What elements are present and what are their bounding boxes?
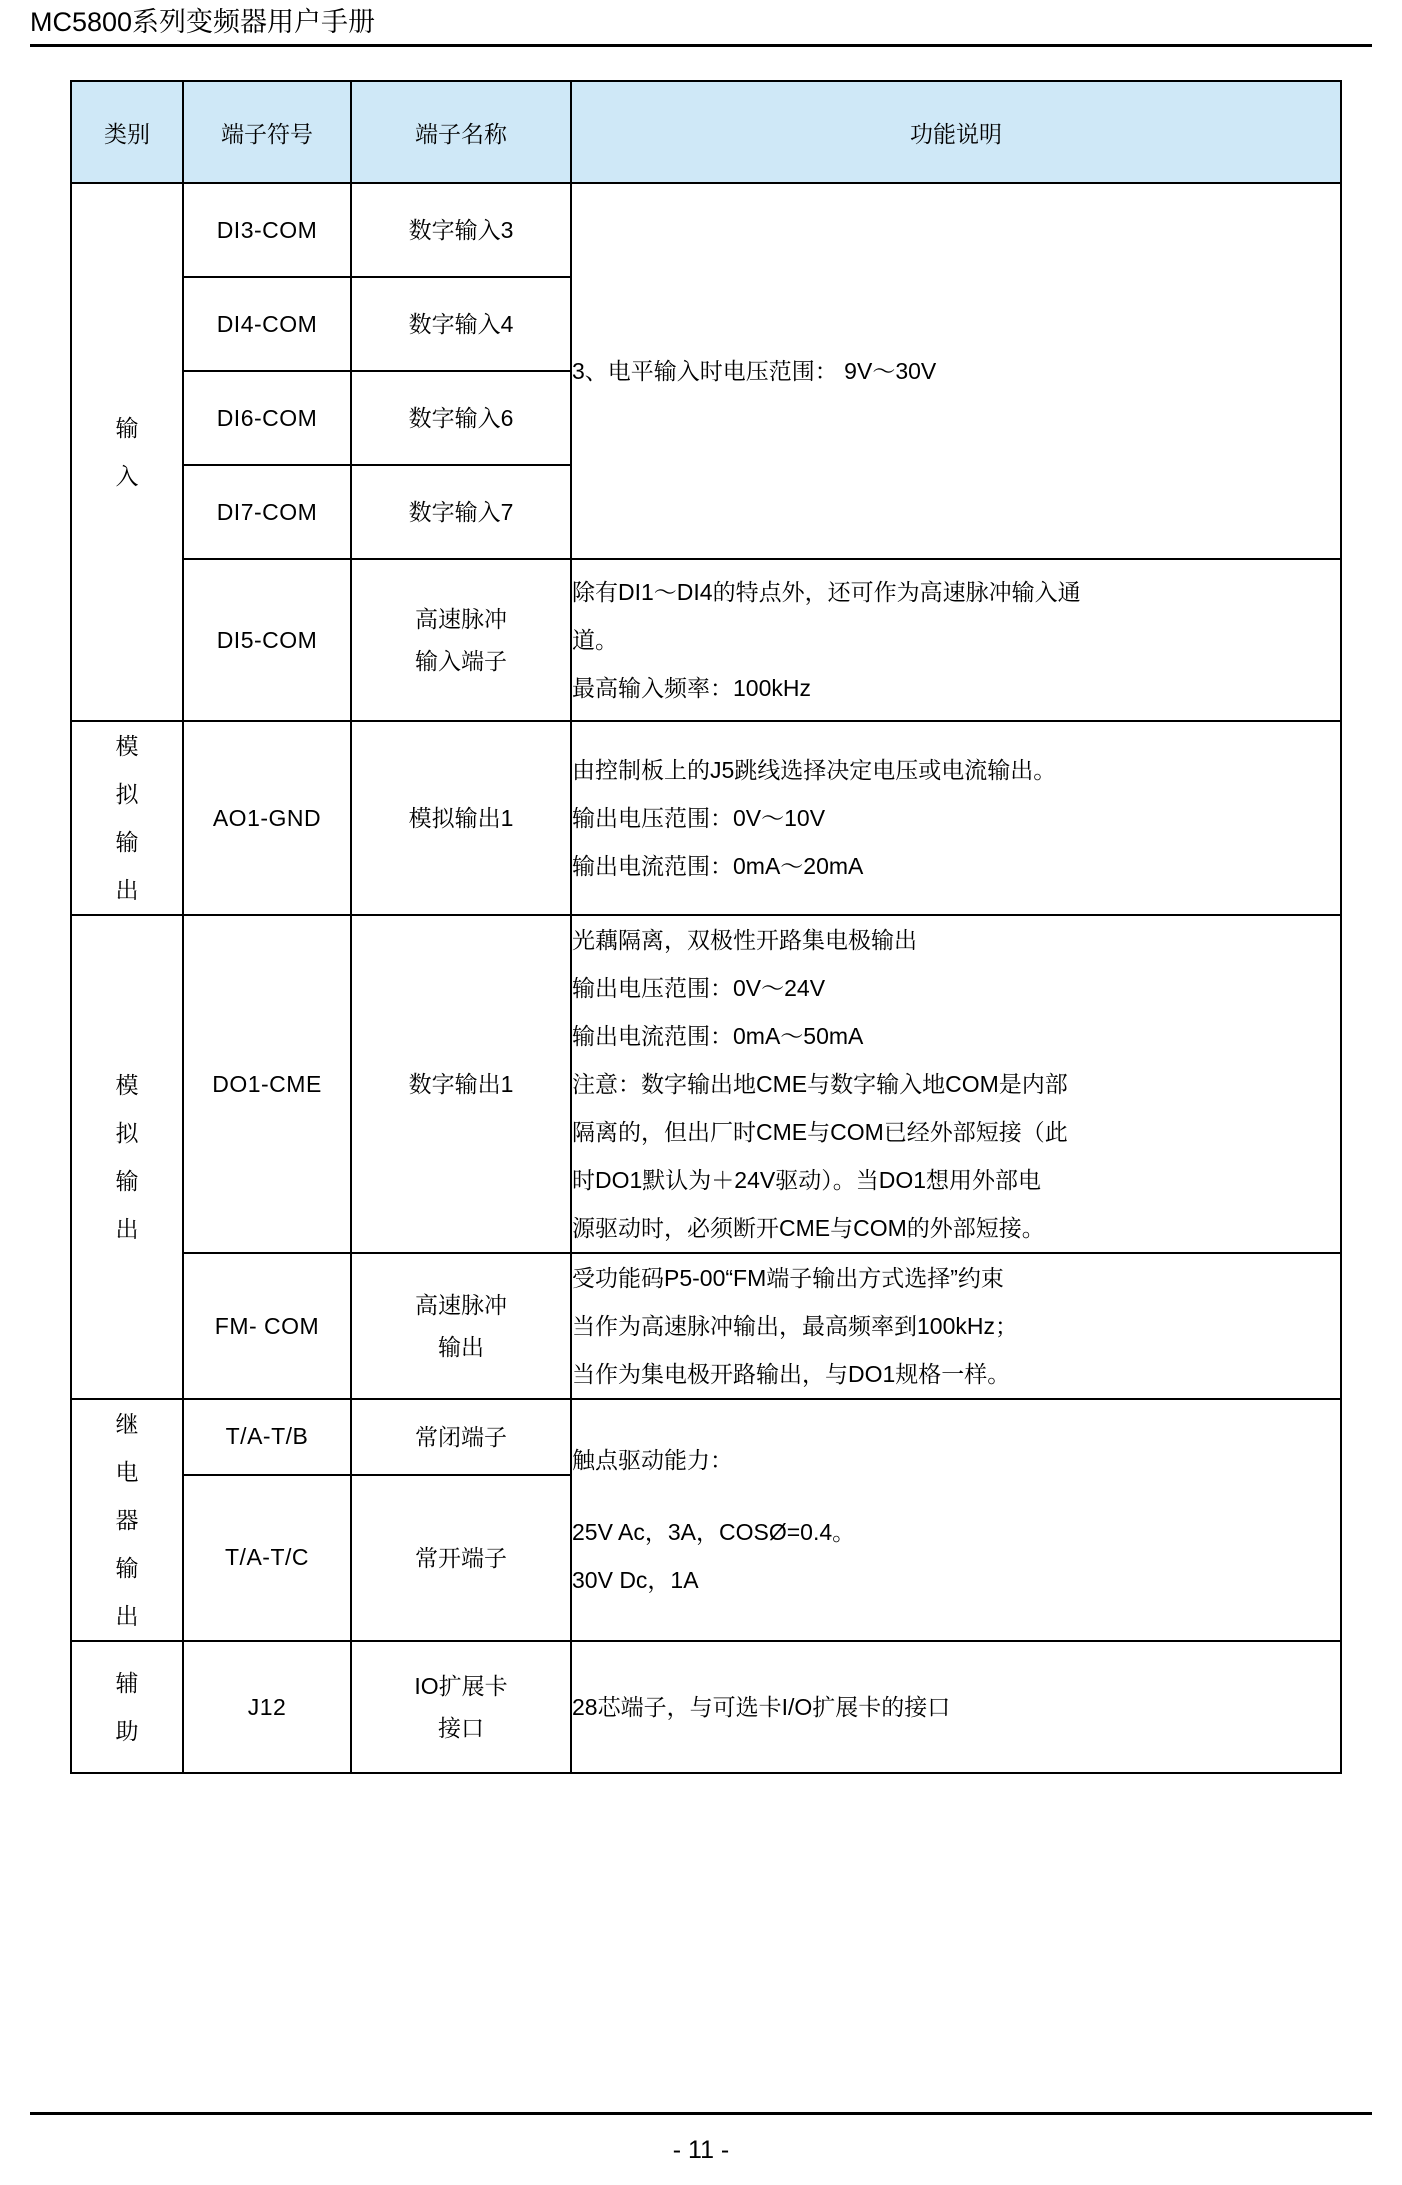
description-cell-fm <box>571 1253 1341 1399</box>
desc-line: 当作为高速脉冲输出，最高频率到100kHz； <box>572 1313 1018 1339</box>
symbol-cell-j12: J12 <box>183 1641 351 1773</box>
table-row <box>71 183 1341 277</box>
page-footer <box>30 2133 1372 2167</box>
table-row <box>71 721 1341 915</box>
desc-line: 输出电流范围：0mA～20mA <box>572 853 864 879</box>
category-cell-input: 输 入 <box>71 183 183 721</box>
desc-line: 输出电流范围：0mA～50mA <box>572 1023 864 1049</box>
desc-line: 当作为集电极开路输出，与DO1规格一样。 <box>572 1361 1011 1387</box>
desc-line: 30V Dc，1A <box>572 1567 699 1593</box>
page-number: - 11 - <box>672 2136 730 2164</box>
header-cell-symbol: 端子符号 <box>183 81 351 183</box>
desc-line <box>572 1484 1340 1508</box>
symbol-cell-do1: DO1-CME <box>183 915 351 1253</box>
category-cell-auxiliary: 辅 助 <box>71 1641 183 1773</box>
name-cell-di6: 数字输入6 <box>351 371 571 465</box>
table-row <box>71 1641 1341 1773</box>
name-line-1: 高速脉冲 <box>415 1292 507 1318</box>
desc-line: 3、电平输入时电压范围： 9V～30V <box>572 358 937 384</box>
name-cell-di5 <box>351 559 571 721</box>
description-cell-di5 <box>571 559 1341 721</box>
desc-line: 28芯端子，与可选卡I/O扩展卡的接口 <box>572 1694 951 1720</box>
name-line-2: 输出 <box>438 1334 484 1360</box>
symbol-cell-di5: DI5-COM <box>183 559 351 721</box>
name-line-2: 输入端子 <box>415 648 507 674</box>
desc-line: 除有DI1～DI4的特点外，还可作为高速脉冲输入通 <box>572 579 1081 605</box>
table-row <box>71 1399 1341 1475</box>
header-cell-description: 功能说明 <box>571 81 1341 183</box>
name-cell-tatc: 常开端子 <box>351 1475 571 1641</box>
description-cell-ao1 <box>571 721 1341 915</box>
name-cell-do1: 数字输出1 <box>351 915 571 1253</box>
category-cell-digital-output: 模 拟 输 出 <box>71 915 183 1399</box>
symbol-cell-fm: FM- COM <box>183 1253 351 1399</box>
terminal-spec-table <box>70 80 1342 1774</box>
name-line-1: 高速脉冲 <box>415 606 507 632</box>
description-cell-digital-input <box>571 183 1341 559</box>
desc-line: 25V Ac，3A，COSØ=0.4。 <box>572 1519 856 1545</box>
header-divider <box>30 44 1372 47</box>
desc-line: 输出电压范围：0V～10V <box>572 805 826 831</box>
desc-line: 由控制板上的J5跳线选择决定电压或电流输出。 <box>572 757 1057 783</box>
footer-divider <box>30 2112 1372 2115</box>
desc-line: 时DO1默认为＋24V驱动）。当DO1想用外部电 <box>572 1167 1042 1193</box>
symbol-cell-tatc: T/A-T/C <box>183 1475 351 1641</box>
name-cell-di4: 数字输入4 <box>351 277 571 371</box>
name-cell-fm <box>351 1253 571 1399</box>
name-cell-tatb: 常闭端子 <box>351 1399 571 1475</box>
desc-line: 光藕隔离，双极性开路集电极输出 <box>572 927 917 953</box>
desc-line: 输出电压范围：0V～24V <box>572 975 826 1001</box>
description-cell-j12 <box>571 1641 1341 1773</box>
desc-line: 触点驱动能力： <box>572 1447 733 1473</box>
symbol-cell-tatb: T/A-T/B <box>183 1399 351 1475</box>
table-header-row <box>71 81 1341 183</box>
table-row <box>71 915 1341 1253</box>
desc-line: 隔离的，但出厂时CME与COM已经外部短接（此 <box>572 1119 1068 1145</box>
name-line-2: 接口 <box>438 1715 484 1741</box>
name-cell-di3: 数字输入3 <box>351 183 571 277</box>
desc-line: 注意：数字输出地CME与数字输入地COM是内部 <box>572 1071 1068 1097</box>
symbol-cell-di3: DI3-COM <box>183 183 351 277</box>
symbol-cell-di6: DI6-COM <box>183 371 351 465</box>
header-cell-name: 端子名称 <box>351 81 571 183</box>
symbol-cell-di4: DI4-COM <box>183 277 351 371</box>
name-cell-j12 <box>351 1641 571 1773</box>
desc-line: 道。 <box>572 627 618 653</box>
desc-line: 最高输入频率：100kHz <box>572 675 811 701</box>
description-cell-relay <box>571 1399 1341 1641</box>
table-row <box>71 1253 1341 1399</box>
terminal-spec-table-container <box>70 80 1340 1774</box>
desc-line: 受功能码P5-00“FM端子输出方式选择”约束 <box>572 1265 1004 1291</box>
name-cell-di7: 数字输入7 <box>351 465 571 559</box>
manual-title: MC5800系列变频器用户手册 <box>30 7 376 37</box>
symbol-cell-ao1: AO1-GND <box>183 721 351 915</box>
category-cell-relay-output: 继 电 器 输 出 <box>71 1399 183 1641</box>
symbol-cell-di7: DI7-COM <box>183 465 351 559</box>
name-cell-ao1: 模拟输出1 <box>351 721 571 915</box>
name-line-1: IO扩展卡 <box>414 1673 508 1699</box>
category-cell-analog-output: 模 拟 输 出 <box>71 721 183 915</box>
description-cell-do1 <box>571 915 1341 1253</box>
page-header <box>30 0 1372 52</box>
desc-line: 源驱动时，必须断开CME与COM的外部短接。 <box>572 1215 1045 1241</box>
table-row <box>71 559 1341 721</box>
header-cell-category: 类别 <box>71 81 183 183</box>
